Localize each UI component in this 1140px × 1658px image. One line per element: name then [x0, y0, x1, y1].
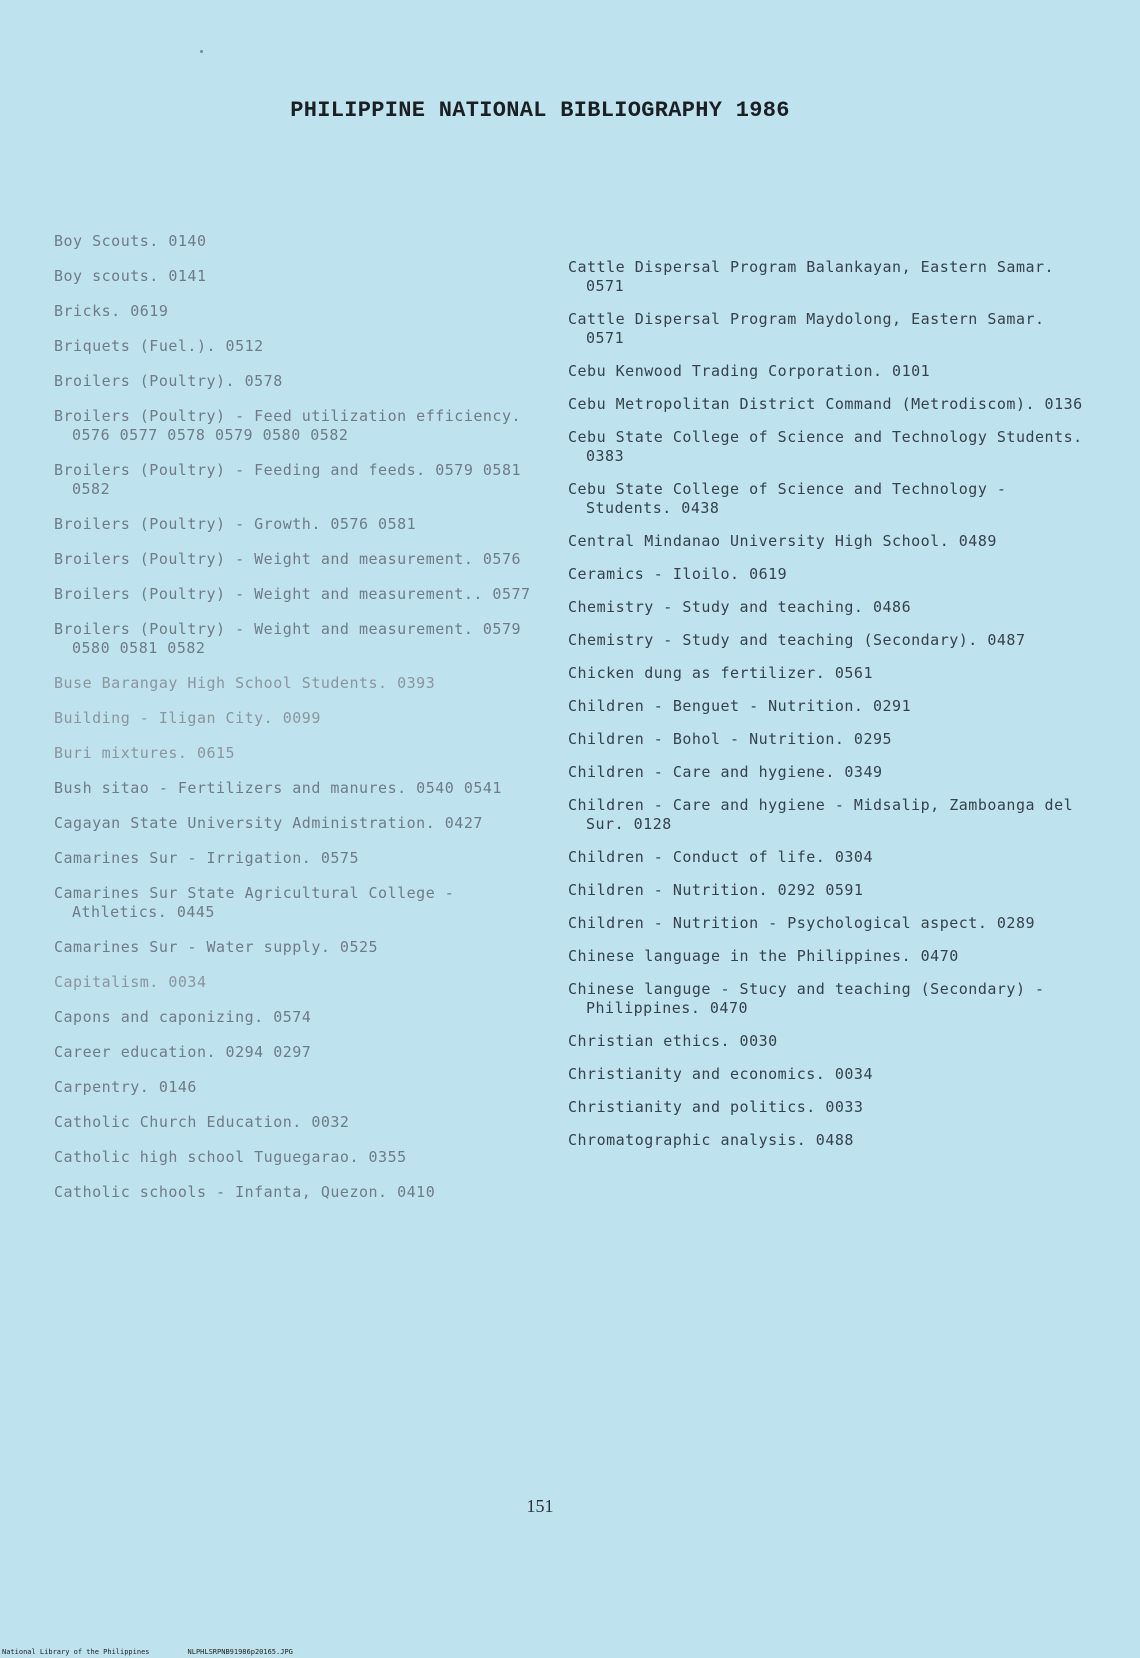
index-entry: Capons and caponizing. 0574	[54, 1008, 312, 1026]
index-entry: Chinese language in the Philippines. 0470	[568, 947, 959, 965]
index-entry: Ceramics - Iloilo. 0619	[568, 565, 788, 583]
page-title: PHILIPPINE NATIONAL BIBLIOGRAPHY 1986	[290, 98, 790, 123]
index-entry: Camarines Sur - Water supply. 0525	[54, 938, 379, 956]
file-name: NLPHLSRPNB91986p20165.JPG	[187, 1648, 293, 1656]
index-entry: Children - Nutrition - Psychological aspect. 0289	[568, 914, 1036, 932]
index-entry: Cagayan State University Administration. 0427	[54, 814, 483, 832]
index-entry: Broilers (Poultry) - Weight and measurement. 0579 0580 0581 0582	[54, 620, 522, 657]
index-entry: Broilers (Poultry) - Feed utilization efficiency. 0576 0577 0578 0579 0580 0582	[54, 407, 522, 444]
index-entry: Boy scouts. 0141	[54, 267, 207, 285]
index-entry: Cebu State College of Science and Technology Students. 0383	[568, 428, 1083, 465]
index-entry: Children - Conduct of life. 0304	[568, 848, 873, 866]
index-entry: Cattle Dispersal Program Maydolong, Eastern Samar. 0571	[568, 310, 1045, 347]
index-entry: Broilers (Poultry) - Weight and measurement. 0576	[54, 550, 522, 568]
index-entry: Cattle Dispersal Program Balankayan, Eastern Samar. 0571	[568, 258, 1055, 295]
library-credit: National Library of the Philippines	[2, 1648, 150, 1656]
speck-mark	[200, 50, 203, 53]
index-entry: Broilers (Poultry) - Feeding and feeds. 0579 0581 0582	[54, 461, 522, 498]
index-entry: Chicken dung as fertilizer. 0561	[568, 664, 873, 682]
index-entry: Camarines Sur - Irrigation. 0575	[54, 849, 359, 867]
index-entry: Building - Iligan City. 0099	[54, 709, 321, 727]
index-entry: Children - Nutrition. 0292 0591	[568, 881, 864, 899]
index-entry: Bush sitao - Fertilizers and manures. 0540 0541	[54, 779, 502, 797]
index-entry: Career education. 0294 0297	[54, 1043, 312, 1061]
index-entry: Christian ethics. 0030	[568, 1032, 778, 1050]
index-entry: Broilers (Poultry) - Weight and measurement.. 0577	[54, 585, 531, 603]
index-entry: Carpentry. 0146	[54, 1078, 197, 1096]
index-entry: Chromatographic analysis. 0488	[568, 1131, 854, 1149]
index-entry: Broilers (Poultry) - Growth. 0576 0581	[54, 515, 417, 533]
index-entry: Boy Scouts. 0140	[54, 232, 207, 250]
left-column	[54, 232, 534, 1202]
index-entry: Children - Benguet - Nutrition. 0291	[568, 697, 912, 715]
index-entry: Chemistry - Study and teaching. 0486	[568, 598, 912, 616]
index-entry: Briquets (Fuel.). 0512	[54, 337, 264, 355]
index-entry: Broilers (Poultry). 0578	[54, 372, 283, 390]
index-entry: Catholic high school Tuguegarao. 0355	[54, 1148, 407, 1166]
index-entry: Christianity and politics. 0033	[568, 1098, 864, 1116]
index-entry: Chinese languge - Stucy and teaching (Secondary) - Philippines. 0470	[568, 980, 1045, 1017]
index-entry: Buri mixtures. 0615	[54, 744, 236, 762]
index-entry: Catholic schools - Infanta, Quezon. 0410	[54, 1183, 436, 1201]
index-entry: Bricks. 0619	[54, 302, 169, 320]
index-entry: Chemistry - Study and teaching (Secondary). 0487	[568, 631, 1026, 649]
page-number: 151	[526, 1496, 554, 1516]
index-entry: Children - Care and hygiene - Midsalip, Zamboanga del Sur. 0128	[568, 796, 1074, 833]
index-entry: Children - Bohol - Nutrition. 0295	[568, 730, 893, 748]
index-entry: Camarines Sur State Agricultural College - Athletics. 0445	[54, 884, 455, 921]
right-column	[568, 258, 1088, 1150]
index-entry: Children - Care and hygiene. 0349	[568, 763, 883, 781]
index-entry: Capitalism. 0034	[54, 973, 207, 991]
index-entry: Central Mindanao University High School. 0489	[568, 532, 997, 550]
index-entry: Cebu Kenwood Trading Corporation. 0101	[568, 362, 931, 380]
scan-credit	[2, 1648, 331, 1656]
index-entry: Cebu State College of Science and Technology - Students. 0438	[568, 480, 1007, 517]
index-entry: Christianity and economics. 0034	[568, 1065, 873, 1083]
index-entry: Catholic Church Education. 0032	[54, 1113, 350, 1131]
index-entry: Cebu Metropolitan District Command (Metrodiscom). 0136	[568, 395, 1083, 413]
index-entry: Buse Barangay High School Students. 0393	[54, 674, 436, 692]
